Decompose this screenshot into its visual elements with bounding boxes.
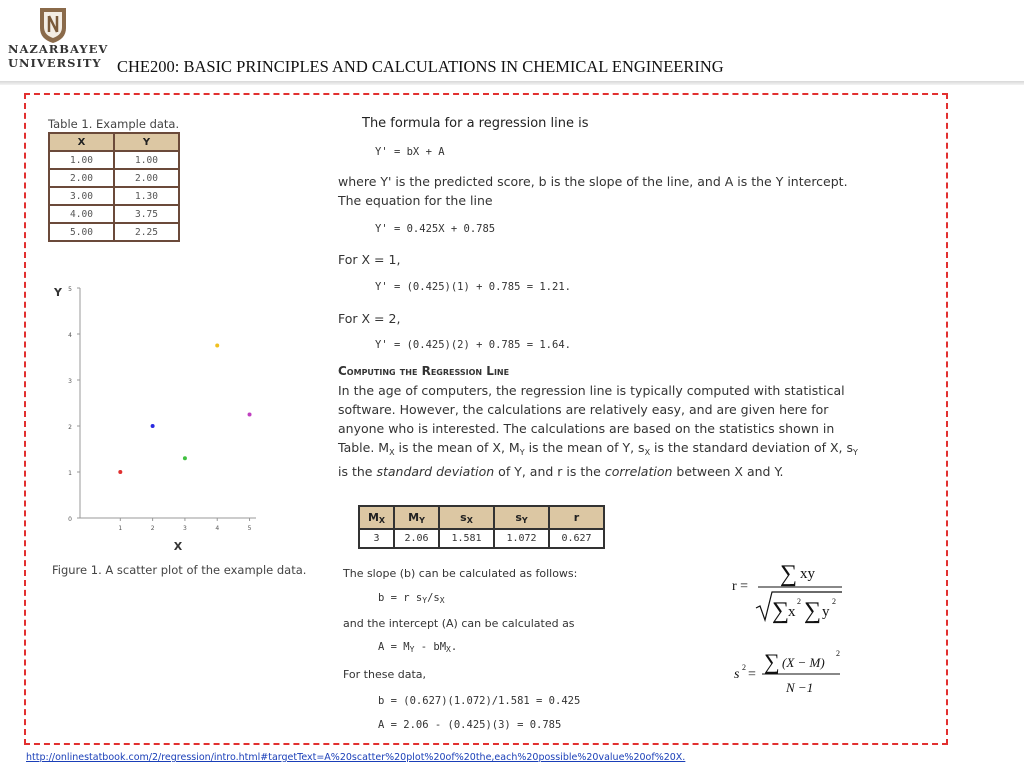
subscript: Y	[853, 448, 858, 457]
para-text: is the mean of Y, s	[524, 440, 645, 455]
svg-text:=: =	[748, 667, 756, 682]
subscript: Y	[519, 448, 525, 457]
svg-text:2: 2	[742, 663, 746, 672]
table1-header-y: Y	[114, 133, 179, 151]
para-italic: correlation	[604, 464, 673, 479]
subscript: X	[389, 448, 395, 457]
stats-header-r: r	[549, 506, 604, 529]
svg-text:2: 2	[832, 597, 836, 606]
these-data-text: For these data,	[343, 668, 427, 681]
regression-intro: The formula for a regression line is	[362, 116, 589, 131]
slope-text: The slope (b) can be calculated as follows:	[343, 567, 578, 580]
x-tick-label: 5	[247, 525, 252, 532]
subscript: X	[644, 448, 651, 457]
equation-line: Y' = 0.425X + 0.785	[375, 223, 496, 235]
equation-intercept-value: A = 2.06 - (0.425)(3) = 0.785	[378, 719, 562, 731]
scatter-point	[118, 470, 122, 474]
figure-caption: Figure 1. A scatter plot of the example data.	[52, 563, 307, 577]
source-link[interactable]: http://onlinestatbook.com/2/regression/intro.html#targetText=A%20scatter%20plot%20of%20the,each%20possible%20value%20of%20X.	[26, 752, 686, 763]
x-tick-label: 4	[215, 525, 220, 532]
table-cell: 2.25	[114, 223, 179, 241]
table-row	[49, 205, 179, 223]
svg-text:N −1: N −1	[786, 680, 814, 695]
svg-text:2: 2	[836, 649, 840, 658]
table-cell: 4.00	[49, 205, 114, 223]
svg-text:2: 2	[797, 597, 801, 606]
university-logo	[38, 6, 68, 44]
svg-text:x: x	[788, 604, 796, 620]
scatter-point	[151, 424, 155, 428]
para-italic: standard deviation	[376, 464, 495, 479]
svg-text:r =: r =	[732, 579, 749, 594]
stats-value: 2.06	[394, 529, 439, 548]
equation-general: Y' = bX + A	[375, 146, 445, 158]
para-text: is the mean of X, M	[394, 440, 520, 455]
stats-header-my: MY	[394, 506, 439, 529]
stats-value: 0.627	[549, 529, 604, 548]
scatter-point	[183, 456, 187, 460]
table-row	[359, 529, 604, 548]
intercept-text: and the intercept (A) can be calculated as	[343, 617, 575, 630]
table-row	[49, 169, 179, 187]
equation-x2: Y' = (0.425)(2) + 0.785 = 1.64.	[375, 339, 571, 351]
for-x1-label: For X = 1,	[338, 252, 401, 267]
header-divider	[0, 81, 1024, 85]
table-cell: 1.00	[49, 151, 114, 169]
university-name-line1: NAZARBAYEV	[8, 42, 109, 56]
for-x2-label: For X = 2,	[338, 311, 401, 326]
para-text: In the age of computers, the regression line is typically computed with statistical software. However, the calculations are relatively easy, and are given here for anyone who is interested. The calculations are based on the statistics shown in Table	[338, 383, 845, 455]
table1-header-x: X	[49, 133, 114, 151]
stats-value: 1.581	[439, 529, 494, 548]
para-text: . M	[370, 440, 390, 455]
table-cell: 3.75	[114, 205, 179, 223]
explanation-line2: The equation for the line	[338, 193, 493, 208]
course-title: CHE200: BASIC PRINCIPLES AND CALCULATIONS IN CHEMICAL ENGINEERING	[117, 57, 724, 76]
para-text: of Y, and r is the	[494, 464, 605, 479]
y-tick-label: 5	[68, 286, 72, 293]
stats-header-mx: MX	[359, 506, 394, 529]
table-cell: 2.00	[49, 169, 114, 187]
svg-text:xy: xy	[800, 566, 815, 582]
statistics-table	[358, 505, 605, 549]
table-cell: 1.00	[114, 151, 179, 169]
table-cell: 1.30	[114, 187, 179, 205]
scatter-point	[215, 344, 219, 348]
x-tick-label: 2	[150, 525, 155, 532]
y-tick-label: 3	[68, 378, 72, 385]
y-tick-label: 2	[68, 424, 72, 431]
x-axis-label: X	[173, 540, 183, 553]
para-text: between X and Y.	[672, 464, 784, 479]
scatter-point	[248, 413, 252, 417]
stats-header-sy: sY	[494, 506, 549, 529]
svg-text:(X − M): (X − M)	[782, 655, 825, 670]
university-name	[8, 42, 108, 70]
y-tick-label: 0	[68, 516, 72, 523]
equation-slope-value: b = (0.627)(1.072)/1.581 = 0.425	[378, 695, 581, 707]
y-tick-label: 1	[68, 470, 72, 477]
sigma-icon: ∑	[804, 598, 822, 624]
scatter-plot	[44, 280, 274, 555]
equation-slope: b = r sY/sX	[378, 592, 445, 605]
x-tick-label: 1	[118, 525, 123, 532]
equation-intercept: A = MY - bMX.	[378, 641, 458, 654]
table-row	[49, 187, 179, 205]
y-tick-label: 4	[68, 332, 72, 339]
stats-value: 1.072	[494, 529, 549, 548]
para-text: is the	[338, 464, 377, 479]
x-tick-label: 3	[183, 525, 187, 532]
svg-text:y: y	[822, 604, 830, 620]
stats-value: 3	[359, 529, 394, 548]
table-cell: 3.00	[49, 187, 114, 205]
example-data-table	[48, 132, 180, 242]
y-axis-label: Y	[54, 286, 62, 299]
sigma-icon: ∑	[780, 561, 798, 587]
equation-x1: Y' = (0.425)(1) + 0.785 = 1.21.	[375, 281, 571, 293]
correlation-formula	[730, 556, 850, 624]
variance-formula	[732, 648, 844, 696]
explanation-line1: where Y' is the predicted score, b is the slope of the line, and A is the Y intercept.	[338, 174, 848, 189]
para-text: is the standard deviation of X, s	[650, 440, 854, 455]
section-heading: Computing the Regression Line	[338, 364, 510, 378]
table-row	[49, 151, 179, 169]
university-name-line2: UNIVERSITY	[8, 56, 102, 70]
stats-header-sx: sX	[439, 506, 494, 529]
table-cell: 2.00	[114, 169, 179, 187]
sigma-icon: ∑	[764, 649, 780, 674]
svg-text:s: s	[734, 667, 740, 682]
explanation-paragraph	[338, 172, 898, 210]
sigma-icon: ∑	[772, 598, 790, 624]
table-row	[49, 223, 179, 241]
table-cell: 5.00	[49, 223, 114, 241]
computing-paragraph	[338, 381, 868, 481]
table1-caption: Table 1. Example data.	[48, 117, 180, 131]
